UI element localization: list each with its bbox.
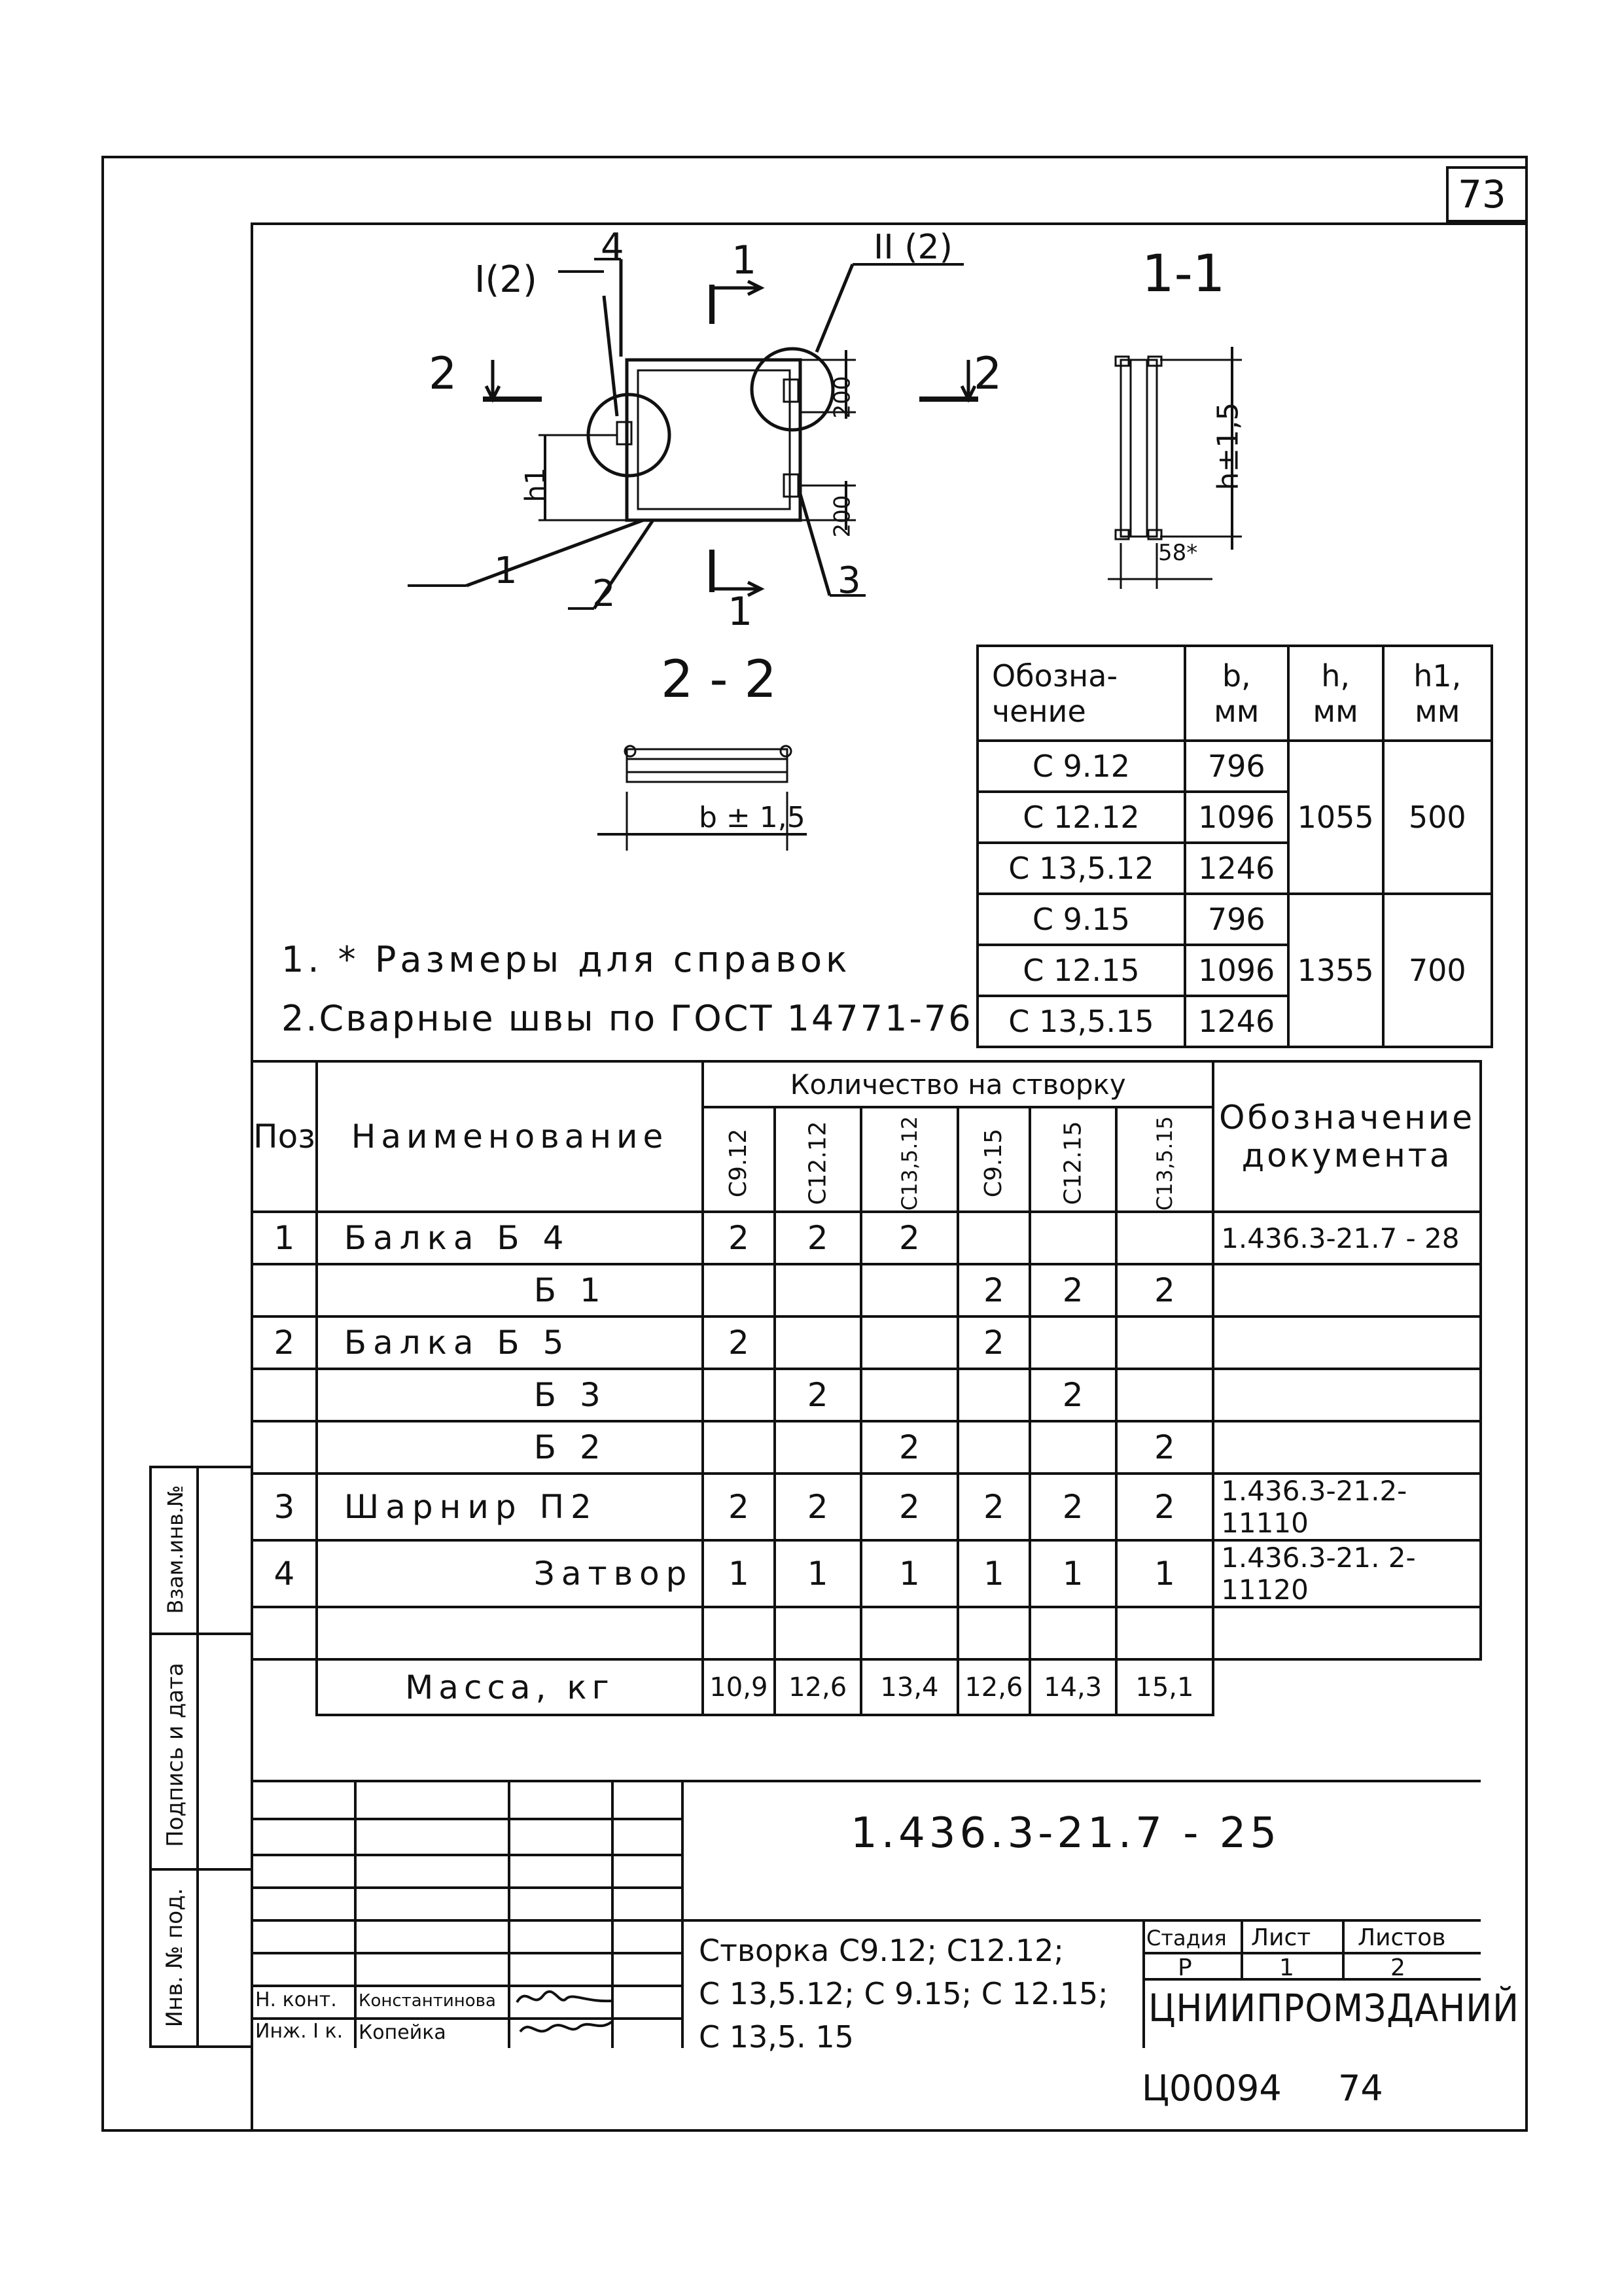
section-1-top-label: 1 [732,238,757,283]
section-2-left-label: 2 [429,348,457,400]
spec-qty [1030,1421,1116,1474]
spec-qty: 2 [1030,1264,1116,1316]
spec-qty [1116,1369,1213,1421]
spec-doc: 1.436.3-21. 2-11120 [1213,1540,1481,1607]
organization-name: ЦНИИПРОМЗДАНИЙ [1148,1986,1519,2030]
spec-row [252,1212,1481,1264]
sheet-label: Лист [1251,1924,1311,1951]
section-1-1-title: 1-1 [1142,245,1226,304]
signature-1 [514,1983,618,2015]
spec-qty: 2 [703,1212,774,1264]
spec-qty [1116,1212,1213,1264]
spec-qty: 1 [861,1540,958,1607]
role-engineer: Инж. I к. [255,2020,344,2043]
page-number: 74 [1338,2068,1383,2109]
name-norm-control: Константинова [359,1991,496,2011]
spec-pos: 2 [252,1316,317,1369]
note-2: 2.Сварные швы по ГОСТ 14771-76 [281,998,973,1039]
spec-row [252,1421,1481,1474]
section-1-bottom-label: 1 [728,589,753,635]
spec-qty [775,1421,861,1474]
spec-qty [703,1264,774,1316]
spec-doc [1213,1421,1481,1474]
spec-qty [861,1369,958,1421]
spec-doc [1213,1607,1481,1659]
mass-value: 14,3 [1030,1659,1116,1715]
spec-qty: 1 [1116,1540,1213,1607]
spec-qty [958,1421,1029,1474]
part-1-label: 1 [494,550,518,592]
size-header-h1: h1, мм [1383,646,1492,741]
spec-pos: 3 [252,1474,317,1540]
spec-pos [252,1421,317,1474]
spec-qty [1030,1212,1116,1264]
spec-qty: 2 [1116,1474,1213,1540]
spec-qty [1030,1316,1116,1369]
name-engineer: Копейка [359,2021,446,2044]
spec-mass-row [252,1659,1481,1715]
side-stamp-signature: Подпись и дата [162,1663,188,1847]
spec-pos: 1 [252,1212,317,1264]
spec-doc [1213,1316,1481,1369]
size-group1-h: 1055 [1288,741,1383,894]
side-stamp-replace: Взам.инв.№ [163,1485,188,1614]
spec-qty: 1 [775,1540,861,1607]
spec-qty [703,1607,774,1659]
mass-value: 13,4 [861,1659,958,1715]
spec-row [252,1369,1481,1421]
spec-qty: 2 [1030,1474,1116,1540]
size-row-b: 1246 [1185,996,1288,1047]
spec-name: Балка Б 5 [317,1316,703,1369]
size-group2-h: 1355 [1288,894,1383,1047]
spec-pos: 4 [252,1540,317,1607]
spec-qty: 2 [958,1264,1029,1316]
archive-number: Ц00094 [1142,2068,1282,2109]
spec-row [252,1540,1481,1607]
spec-pos [252,1369,317,1421]
section-2-2-title: 2 - 2 [661,650,777,709]
variant-label: С13,5.15 [1152,1116,1177,1211]
variant-label: С13,5.12 [896,1116,922,1211]
callout-II-label: II (2) [874,228,953,267]
spec-qty [1030,1607,1116,1659]
callout-I-label: I(2) [474,258,537,301]
spec-qty: 2 [703,1316,774,1369]
size-row-b: 796 [1185,894,1288,945]
dim-200-top: 200 [829,376,856,419]
spec-name: Затвор [317,1540,703,1607]
spec-name: Б 1 [317,1264,703,1316]
mass-value: 12,6 [958,1659,1029,1715]
size-group2-h1: 700 [1383,894,1492,1047]
mass-value: 10,9 [703,1659,774,1715]
spec-table [251,1060,1482,1716]
spec-doc: 1.436.3-21.2-11110 [1213,1474,1481,1540]
size-row-b: 1096 [1185,945,1288,996]
spec-qty [958,1369,1029,1421]
dim-200-bottom: 200 [829,495,856,538]
spec-qty: 1 [958,1540,1029,1607]
spec-qty [775,1316,861,1369]
stage-label: Стадия [1146,1926,1227,1951]
spec-qty [703,1369,774,1421]
side-stamp-inv: Инв. № под. [162,1888,188,2028]
spec-doc [1213,1264,1481,1316]
spec-qty [861,1316,958,1369]
title-doc-code: 1.436.3-21.7 - 25 [851,1809,1281,1858]
spec-qty [861,1264,958,1316]
corner-number: 73 [1458,172,1506,217]
spec-row [252,1474,1481,1540]
spec-qty [775,1264,861,1316]
spec-qty: 2 [958,1316,1029,1369]
spec-doc [1213,1369,1481,1421]
sheet-value: 1 [1279,1954,1294,1981]
mass-value: 12,6 [775,1659,861,1715]
spec-name: Б 3 [317,1369,703,1421]
part-4-label: 4 [601,226,624,268]
size-row-code: С 9.12 [978,741,1185,792]
spec-qty: 1 [1030,1540,1116,1607]
spec-header-doc: Обозначение документа [1213,1061,1481,1212]
sheets-value: 2 [1390,1954,1405,1981]
spec-header-pos: Поз [252,1061,317,1212]
section-1-1-dim-58: 58* [1158,540,1198,566]
spec-qty [958,1607,1029,1659]
spec-qty [775,1607,861,1659]
size-table [976,645,1493,1048]
size-header-h: h, мм [1288,646,1383,741]
spec-row [252,1607,1481,1659]
signature-2 [514,2015,618,2045]
spec-qty: 2 [703,1474,774,1540]
spec-qty: 1 [703,1540,774,1607]
size-header-code: Обозна- чение [978,646,1185,741]
spec-qty: 2 [1116,1264,1213,1316]
size-row-b: 1096 [1185,792,1288,843]
spec-qty: 2 [861,1212,958,1264]
variant-label: С9.15 [980,1128,1008,1198]
spec-row [252,1264,1481,1316]
spec-name: Б 2 [317,1421,703,1474]
variant-label: С12.12 [804,1121,832,1205]
spec-row [252,1316,1481,1369]
spec-qty: 2 [775,1369,861,1421]
section-1-1-dim-h: h±1,5 [1211,402,1245,491]
spec-qty: 2 [775,1474,861,1540]
spec-name: Балка Б 4 [317,1212,703,1264]
spec-pos [252,1264,317,1316]
size-row-code: С 12.12 [978,792,1185,843]
spec-body [252,1212,1481,1659]
size-row-b: 1246 [1185,843,1288,894]
spec-pos [252,1607,317,1659]
spec-name: Шарнир П2 [317,1474,703,1540]
size-row-code: С 9.15 [978,894,1185,945]
part-2-label: 2 [592,573,616,615]
spec-header-qty: Количество на створку [703,1061,1213,1107]
spec-qty [703,1421,774,1474]
mass-label: Масса, кг [317,1659,703,1715]
section-2-2-dim-b: b ± 1,5 [699,801,805,834]
size-row-code: С 12.15 [978,945,1185,996]
section-2-right-label: 2 [974,348,1002,400]
variant-label: С12.15 [1059,1121,1087,1205]
role-norm-control: Н. конт. [255,1988,337,2011]
spec-qty [1116,1316,1213,1369]
spec-qty: 2 [958,1474,1029,1540]
spec-qty [958,1212,1029,1264]
spec-qty: 2 [861,1421,958,1474]
spec-name [317,1607,703,1659]
note-1: 1. * Размеры для справок [281,939,851,980]
spec-qty [1116,1607,1213,1659]
spec-qty: 2 [1116,1421,1213,1474]
spec-doc: 1.436.3-21.7 - 28 [1213,1212,1481,1264]
spec-qty [861,1607,958,1659]
stage-value: Р [1178,1954,1192,1981]
title-text: Створка С9.12; С12.12; С 13,5.12; С 9.15; С 12.15; С 13,5. 15 [699,1933,1108,2055]
spec-qty: 2 [775,1212,861,1264]
sheets-label: Листов [1358,1924,1446,1951]
part-3-label: 3 [838,559,861,602]
spec-qty: 2 [1030,1369,1116,1421]
size-row-code: С 13,5.12 [978,843,1185,894]
size-header-b: b, мм [1185,646,1288,741]
mass-value: 15,1 [1116,1659,1213,1715]
size-row-code: С 13,5.15 [978,996,1185,1047]
size-row-b: 796 [1185,741,1288,792]
variant-label: С9.12 [725,1128,752,1198]
size-group1-h1: 500 [1383,741,1492,894]
spec-qty: 2 [861,1474,958,1540]
spec-header-name: Наименование [317,1061,703,1212]
dim-h1: h1 [519,467,552,503]
